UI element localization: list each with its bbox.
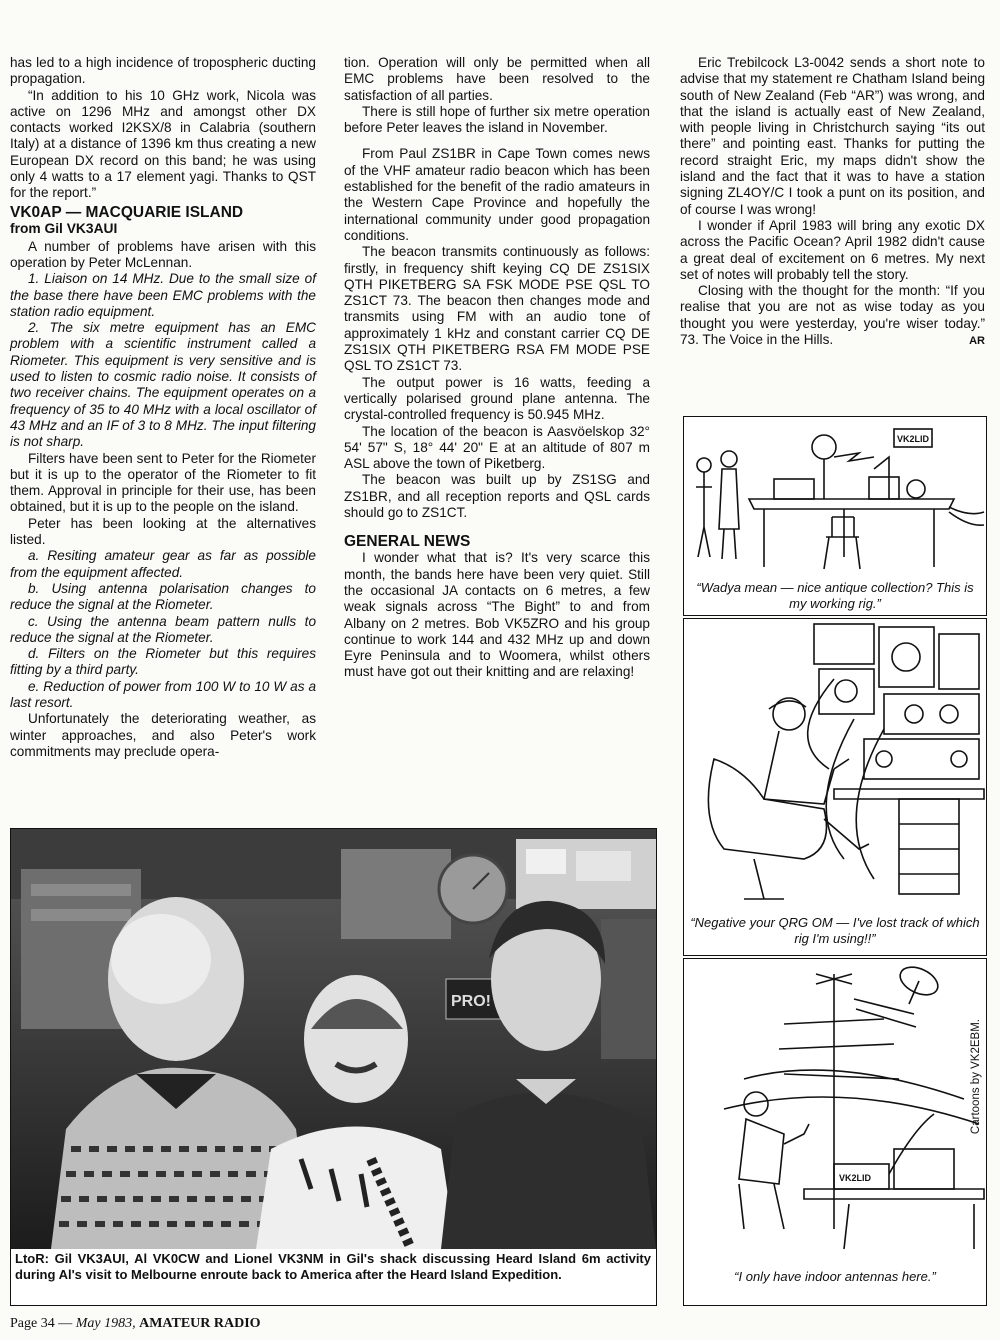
paragraph: b. Using antenna polarisation changes to reduce the signal at the Riometer. <box>10 580 316 613</box>
section-subheading: from Gil VK3AUI <box>10 220 118 236</box>
section-heading: VK0AP — MACQUARIE ISLAND <box>10 203 244 221</box>
paragraph: The beacon was built up by ZS1SG and ZS1BR, and all reception reports and QSL cards should go to ZS1CT. <box>344 472 650 521</box>
cartoon-2 <box>683 618 987 956</box>
paragraph: The beacon transmits continuously as follows: firstly, in frequency shift keying CQ DE ZS1SIX QTH PIKETBERG SA FSK MODE PSE QSL TO ZS1CT 73. The beacon then changes mode and transmits using FM with an audio tone of approximately 1 kHz and constant carrier CQ DE ZS1SIX QTH PIKETBERG RSA FM MODE PSE QSL TO ZS1CT 73. <box>344 244 650 374</box>
photo-caption: LtoR: Gil VK3AUI, Al VK0CW and Lionel VK3NM in Gil's shack discussing Heard Island 6m activity during Al's visit to Melbourne enroute back to America after the Heard Island Expedition. <box>15 1251 651 1282</box>
paragraph: tion. Operation will only be permitted when all EMC problems have been resolved to the satisfaction of all parties. <box>344 55 650 103</box>
paragraph: There is still hope of further six metre operation before Peter leaves the island in November. <box>344 103 650 136</box>
paragraph: Closing with the thought for the month: “If you realise that you are not as wise today as you thought you were yesterday, you're wiser today.” 73. The Voice in the Hills. <box>680 283 985 348</box>
article-column-1 <box>10 55 316 760</box>
paragraph: d. Filters on the Riometer but this requires fitting by a third party. <box>10 646 316 678</box>
cartoon-caption: “I only have indoor antennas here.” <box>734 1269 936 1284</box>
paragraph: has led to a high incidence of tropospheric ducting propagation. <box>10 55 316 87</box>
magazine-title: AMATEUR RADIO <box>139 1316 261 1331</box>
photo-figure <box>10 828 657 1306</box>
paragraph: Unfortunately the deteriorating weather, as winter approaches, and also Peter's work commitments may preclude opera- <box>10 711 316 759</box>
page-footer <box>10 1316 261 1332</box>
cartoon-caption: “Negative your QRG OM — I've lost track of which rig I'm using!!” <box>690 915 980 946</box>
paragraph: c. Using the antenna beam pattern nulls to reduce the signal at the Riometer. <box>10 613 316 645</box>
paragraph: I wonder what that is? It's very scarce this month, the bands here have been very quiet. Still the occasional JA contacts on 6 metres, a few weak signals across “The Bight” to and from Albany on 2 metres. Bob VK5ZRO and his group continue to work 144 and 432 MHz up and down Eyre Peninsula and to Woomera, whilst others must have got out their knitting and are relaxing! <box>344 550 650 680</box>
cartoon-illustration <box>684 417 986 577</box>
paragraph: “In addition to his 10 GHz work, Nicola was active on 1296 MHz and amongst other DX contacts worked I2KSX/8 in Calabria (southern Italy) at a distance of 1396 km thus creating a new European DX record on this band; he was using only 4 watts to a 17 element yagi. Thanks to QST for the report.” <box>10 87 316 201</box>
cartoon-illustration <box>684 959 986 1279</box>
paragraph: Filters have been sent to Peter for the Riometer but it is up to the operator of the Riometer to fit them. Approval in principle for their use, has been obtained, but it is up to the people on the island. <box>10 450 316 515</box>
paragraph: The location of the beacon is Aasvöelskop 32° 54' 57" S, 18° 44' 20" E at an altitude of 807 m ASL above the town of Piketberg. <box>344 423 650 472</box>
paragraph: 1. Liaison on 14 MHz. Due to the small size of the base there have been EMC problems with the station radio equipment. <box>10 271 316 319</box>
paragraph: a. Resiting amateur gear as far as possible from the equipment affected. <box>10 548 316 580</box>
paragraph: e. Reduction of power from 100 W to 10 W as a last resort. <box>10 678 316 710</box>
paragraph: Peter has been looking at the alternatives listed. <box>10 515 316 548</box>
section-heading: GENERAL NEWS <box>344 533 471 551</box>
article-column-3 <box>680 55 985 347</box>
paragraph: 2. The six metre equipment has an EMC problem with a scientific instrument called a Riometer. This equipment is very sensitive and is used to listen to cosmic radio noise. It consists of two receiver chains. The equipment operates on a frequency of 35 to 40 MHz with a local oscillator of 43 MHz and an IF of 3 to 8 MHz. The input filtering is not sharp. <box>10 320 316 450</box>
cartoon-1 <box>683 416 987 616</box>
paragraph: I wonder if April 1983 will bring any exotic DX across the Pacific Ocean? April 1982 didn't cause a great deal of excitement on 6 metres. My next set of notes will probably tell the story. <box>680 217 985 282</box>
sign-text: PRO! <box>451 993 491 1010</box>
shack-photo <box>11 829 656 1249</box>
cartoon-caption: “Wadya mean — nice antique collection? This is my working rig.” <box>696 580 974 611</box>
paragraph: A number of problems have arisen with this operation by Peter McLennan. <box>10 238 316 270</box>
paragraph: Eric Trebilcock L3-0042 sends a short note to advise that my statement re Chatham Island being south of New Zealand (Feb “AR”) was wrong, and that the island is actually east of New Zealand, with people living in Christchurch saying “its out there” and pointing east. Thanks for putting the record straight Eric, my maps didn't show the island and the fact that it was to have a station signing ZL4OY/C I took a punt on its position, and of course I was wrong! <box>680 55 985 217</box>
issue-date: May 1983, <box>75 1316 136 1331</box>
cartoon-sign-text: VK2LID <box>839 1173 872 1183</box>
paragraph: From Paul ZS1BR in Cape Town comes news of the VHF amateur radio beacon which has been established for the benefit of the radio amateurs in the Western Cape Province and hopefully the international community under good propagation conditions. <box>344 146 650 243</box>
cartoon-credit: Cartoons by VK2EBM. <box>970 1019 982 1135</box>
article-column-2 <box>344 55 650 681</box>
page-number: Page 34 — <box>10 1316 73 1331</box>
paragraph: The output power is 16 watts, feeding a vertically polarised ground plane antenna. The crystal-controlled frequency is 50.945 MHz. <box>344 374 650 423</box>
end-mark: AR <box>969 335 985 348</box>
cartoon-illustration <box>684 619 986 911</box>
cartoon-3 <box>683 958 987 1306</box>
cartoon-sign-text: VK2LID <box>897 434 930 444</box>
